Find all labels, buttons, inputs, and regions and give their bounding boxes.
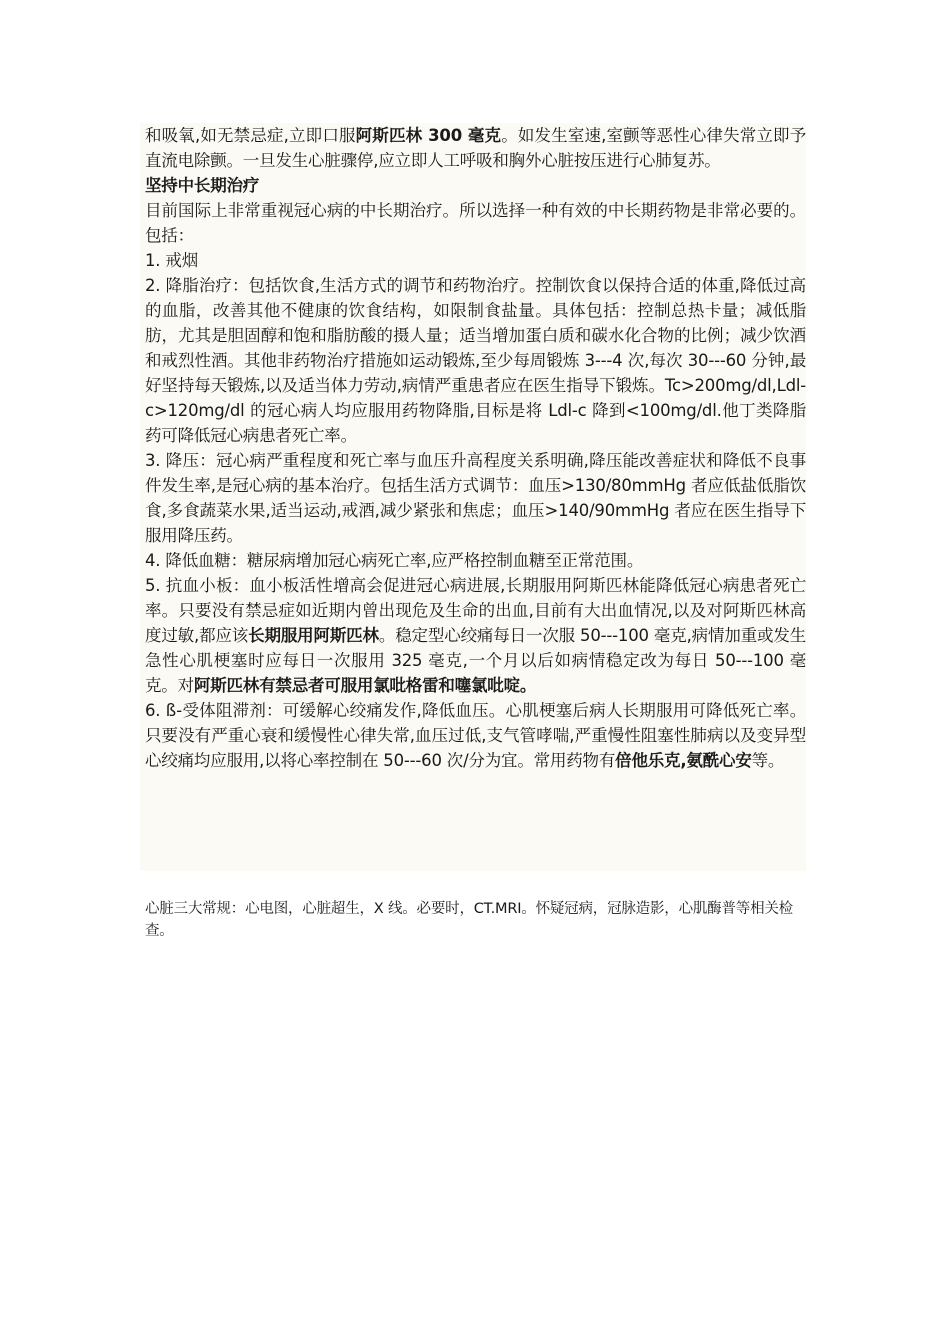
item5-bold-alternative: 阿斯匹林有禁忌者可服用氯吡格雷和噻氯吡啶。 xyxy=(193,676,537,695)
list-item-6 xyxy=(145,698,806,773)
overview-paragraph: 目前国际上非常重视冠心病的中长期治疗。所以选择一种有效的中长期药物是非常必要的。包括： xyxy=(145,201,806,245)
intro-text: 和吸氧,如无禁忌症,立即口服 xyxy=(145,126,356,145)
item6-bold-drugs: 倍他乐克,氨酰心安 xyxy=(615,751,752,770)
main-text-block xyxy=(140,123,806,871)
item6-text-rest: 等。 xyxy=(751,751,785,770)
intro-text-rest: 。如发生室速,室颤等恶性心律失常立即予直流电除颤。一旦发生心脏骤停,应立即人工呼吸和胸外心脏按压进行心肺复苏。 xyxy=(145,126,806,170)
section-heading: 坚持中长期治疗 xyxy=(145,176,260,195)
footnote-text: 心脏三大常规：心电图，心脏超生，X 线。必要时，CT.MRI。怀疑冠病，冠脉造影，心肌酶普等相关检查。 xyxy=(145,901,793,939)
intro-bold-dose: 阿斯匹林 300 毫克 xyxy=(355,126,502,145)
list-item-4: 4. 降低血糖：糖尿病增加冠心病死亡率,应严格控制血糖至正常范围。 xyxy=(145,551,644,570)
item6-text: 6. ß-受体阻滞剂：可缓解心绞痛发作,降低血压。心肌梗塞后病人长期服用可降低死亡率。只要没有严重心衰和缓慢性心律失常,血压过低,支气管哮喘,严重慢性阻塞性肺病以及变异型心绞痛均应服用,以将心率控制在 50---60 次/分为宜。常用药物有 xyxy=(145,701,806,770)
intro-paragraph xyxy=(145,123,806,173)
list-item-2: 2. 降脂治疗：包括饮食,生活方式的调节和药物治疗。控制饮食以保持合适的体重,降低过高的血脂，改善其他不健康的饮食结构，如限制食盐量。具体包括：控制总热卡量；减低脂肪，尤其是胆固醇和饱和脂肪酸的摄人量；适当增加蛋白质和碳水化合物的比例；减少饮酒和戒烈性酒。其他非药物治疗措施如运动锻炼,至少每周锻炼 3---4 次,每次 30---60 分钟,最好坚持每天锻炼,以及适当体力劳动,病情严重患者应在医生指导下锻炼。Tc>200mg/dl,Ldl-c>120mg/dl 的冠心病人均应服用药物降脂,目标是将 Ldl-c 降到<100mg/dl.他丁类降脂药可降低冠心病患者死亡率。 xyxy=(145,276,806,445)
item5-bold-long-term: 长期服用阿斯匹林 xyxy=(248,626,379,645)
item5-text: 5. 抗血小板：血小板活性增高会促进冠心病进展,长期服用阿斯匹林能降低冠心病患者死亡率。只要没有禁忌症如近期内曾出现危及生命的出血,目前有大出血情况,以及对阿斯匹林高度过敏,都应该 xyxy=(145,576,806,645)
footnote xyxy=(145,898,809,942)
item5-text-mid: 。稳定型心绞痛每日一次服 50---100 毫克,病情加重或发生急性心肌梗塞时应每日一次服用 325 毫克,一个月以后如病情稳定改为每日 50---100 毫克。对 xyxy=(145,626,806,695)
list-item-3: 3. 降压：冠心病严重程度和死亡率与血压升高程度关系明确,降压能改善症状和降低不良事件发生率,是冠心病的基本治疗。包括生活方式调节：血压>130/80mmHg 者应低盐低脂饮食,多食蔬菜水果,适当运动,戒酒,减少紧张和焦虑；血压>140/90mmHg 者应在医生指导下服用降压药。 xyxy=(145,451,806,545)
list-item-1: 1. 戒烟 xyxy=(145,251,198,270)
list-item-5 xyxy=(145,573,806,698)
